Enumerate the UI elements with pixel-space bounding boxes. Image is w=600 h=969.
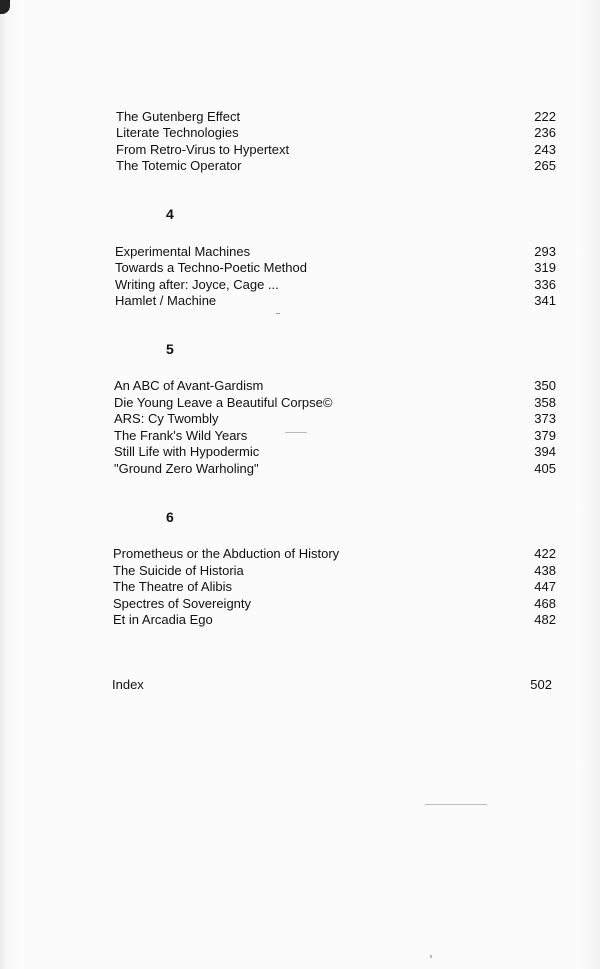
toc-entry-title: "Ground Zero Warholing" (114, 461, 259, 476)
toc-entry-title: The Frank's Wild Years (114, 428, 248, 443)
toc-entry-page: 265 (534, 158, 556, 173)
toc-entry-page: 468 (534, 596, 556, 611)
section-number: 5 (166, 341, 174, 357)
toc-entry (0, 460, 600, 477)
toc-entry-page: 319 (534, 260, 556, 275)
toc-entry (0, 377, 600, 394)
toc-entry (0, 394, 600, 411)
toc-entry-page: 373 (534, 411, 556, 426)
toc-entry-title: Et in Arcadia Ego (113, 612, 213, 627)
toc-entry-title: The Gutenberg Effect (116, 109, 241, 124)
toc-entry (0, 611, 600, 628)
toc-entry-page: 236 (534, 125, 556, 140)
toc-entry (0, 545, 600, 562)
toc-entry-title: The Totemic Operator (116, 158, 242, 173)
toc-entry-page: 379 (534, 428, 556, 443)
toc-index-entry (0, 677, 600, 695)
scan-speck (425, 804, 487, 805)
toc-entry-title: Still Life with Hypodermic (114, 444, 260, 459)
toc-entry-title: From Retro-Virus to Hypertext (116, 142, 290, 157)
toc-entry-page: 350 (534, 378, 556, 393)
index-page: 502 (530, 677, 552, 692)
toc-entry-page: 405 (534, 461, 556, 476)
toc-entry (0, 427, 600, 444)
toc-entry-title: Towards a Techno-Poetic Method (115, 260, 307, 275)
toc-entry-title: Prometheus or the Abduction of History (113, 546, 340, 561)
toc-entry-page: 358 (534, 395, 556, 410)
page-corner-mark (0, 0, 10, 14)
toc-entry-page: 336 (534, 277, 556, 292)
toc-entry-title: The Theatre of Alibis (113, 579, 232, 594)
toc-entry-title: Hamlet / Machine (115, 293, 217, 308)
toc-entry-page: 438 (534, 563, 556, 578)
toc-entry-page: 222 (534, 109, 556, 124)
toc-entry-title: Writing after: Joyce, Cage ... (115, 277, 279, 292)
toc-entry (0, 243, 600, 260)
toc-entry (0, 292, 600, 309)
toc-entry-title: Die Young Leave a Beautiful Corpse© (114, 395, 333, 410)
toc-entry-page: 447 (534, 579, 556, 594)
toc-entry (0, 157, 600, 174)
section-number: 4 (166, 206, 174, 222)
section-number: 6 (166, 509, 174, 525)
toc-entry (0, 108, 600, 125)
toc-entry-page: 422 (534, 546, 556, 561)
toc-entry-page: 293 (534, 244, 556, 259)
toc-entry (0, 259, 600, 276)
toc-entry-title: An ABC of Avant-Gardism (114, 378, 264, 393)
toc-entry-page: 394 (534, 444, 556, 459)
toc-entry (0, 562, 600, 579)
toc-entry (0, 141, 600, 158)
toc-entry-title: Literate Technologies (116, 125, 239, 140)
toc-entry (0, 443, 600, 460)
scan-speck (276, 313, 280, 314)
toc-entry-page: 482 (534, 612, 556, 627)
toc-entry (0, 124, 600, 141)
toc-entry-title: Experimental Machines (115, 244, 251, 259)
scan-speck (285, 432, 307, 433)
toc-entry (0, 595, 600, 612)
toc-entry (0, 578, 600, 595)
index-title: Index (112, 677, 144, 692)
scan-speck (430, 955, 432, 958)
toc-entry-title: The Suicide of Historia (113, 563, 244, 578)
toc-entry-page: 243 (534, 142, 556, 157)
toc-entry-title: Spectres of Sovereignty (113, 596, 252, 611)
toc-entry (0, 410, 600, 427)
toc-entry (0, 276, 600, 293)
toc-entry-page: 341 (534, 293, 556, 308)
toc-entry-title: ARS: Cy Twombly (114, 411, 219, 426)
